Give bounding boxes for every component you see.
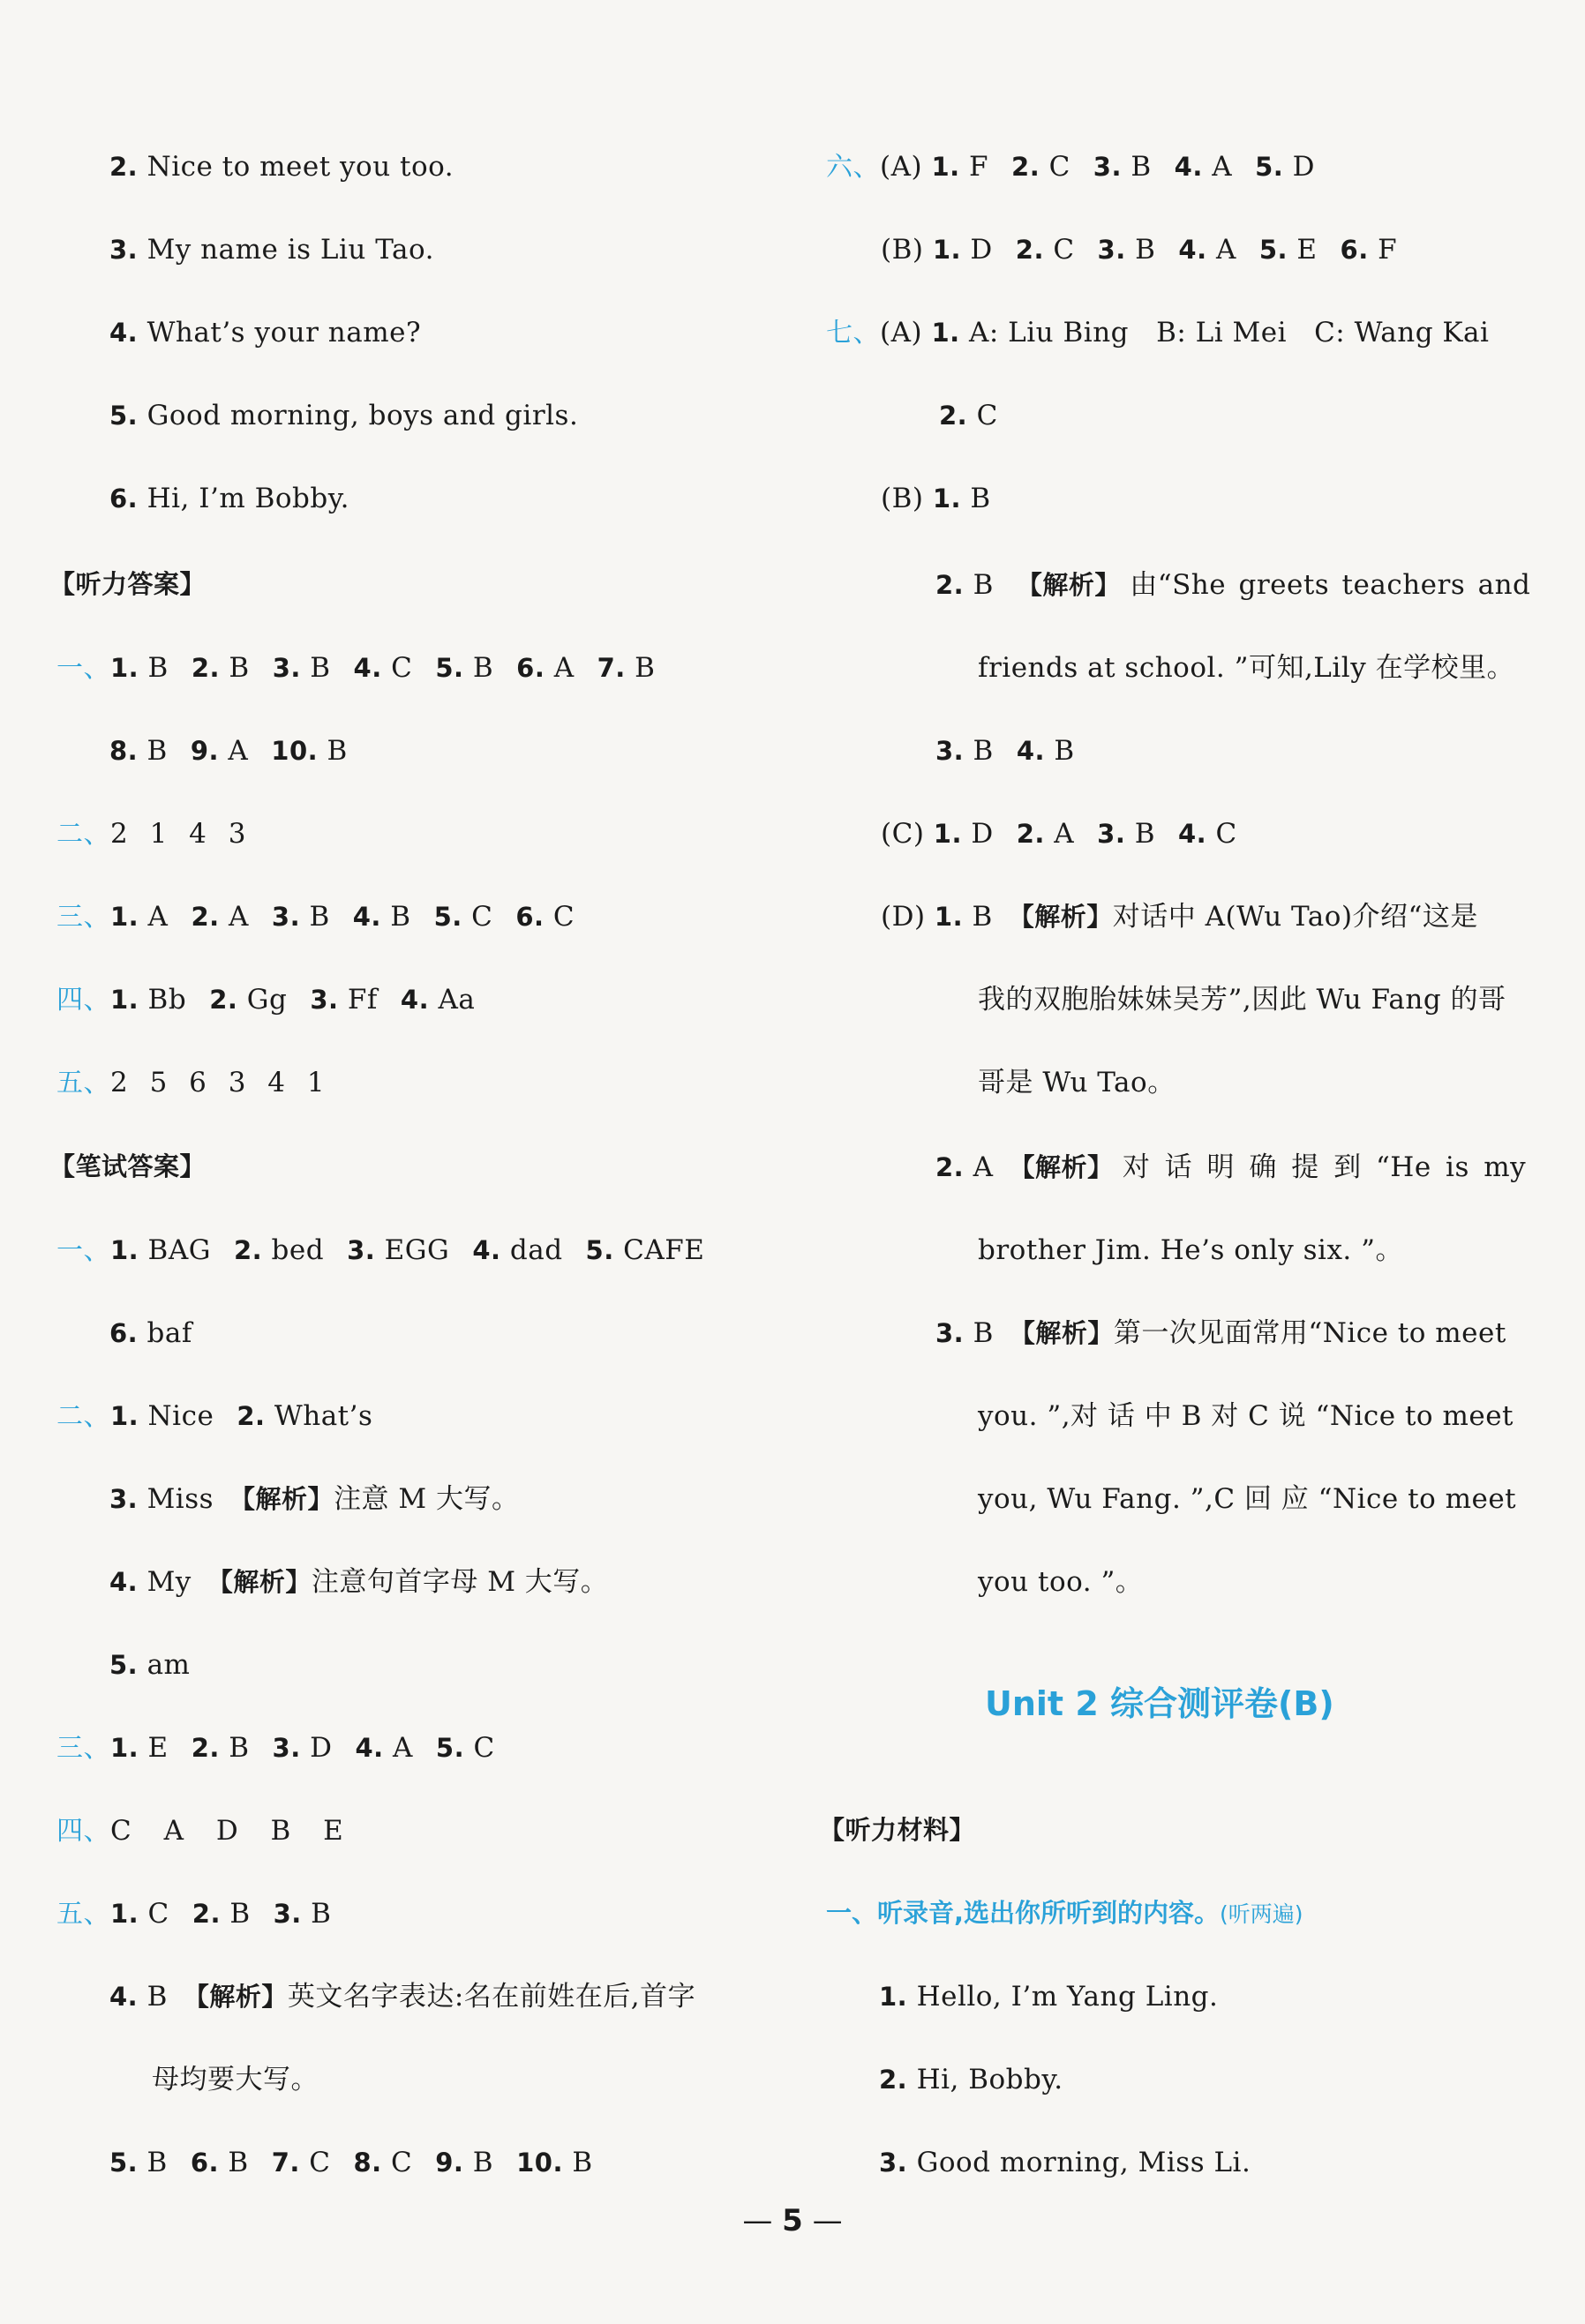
intro-item: 3. My name is Liu Tao. bbox=[109, 234, 434, 266]
answer-value: B bbox=[139, 652, 169, 684]
answer-number: 3. bbox=[1097, 819, 1126, 849]
answer-number: 5. bbox=[585, 1235, 614, 1265]
answer-value: C bbox=[1043, 234, 1075, 266]
listening-s1-row1: 一、1. B 2. B 3. B 4. C 5. B 6. A 7. B bbox=[56, 652, 656, 684]
answer-item bbox=[354, 652, 413, 684]
answer-number: 4. bbox=[1178, 235, 1207, 265]
s7-d-item2: 2. A 【解析】 对 话 明 确 提 到 “He is my bbox=[935, 1151, 1527, 1183]
answer-item bbox=[353, 901, 411, 933]
answer-value: Nice bbox=[139, 1400, 214, 1432]
answer-number: 3. bbox=[273, 1899, 302, 1929]
materials-item: 2. Hi, Bobby. bbox=[879, 2064, 1063, 2095]
answer-item bbox=[192, 1898, 251, 1930]
answer-item bbox=[271, 735, 348, 767]
answer-number: 1. bbox=[931, 152, 960, 182]
answer-number: 4. bbox=[353, 653, 382, 683]
written-s3: 三、1. E 2. B 3. D 4. A 5. C bbox=[56, 1732, 495, 1764]
s7-d-item3-cont: you too. ”。 bbox=[978, 1566, 1144, 1598]
answer-value: A bbox=[139, 901, 169, 933]
answer-value: C bbox=[464, 1732, 495, 1764]
answer-number: 2. bbox=[1016, 819, 1045, 849]
answer-value: dad bbox=[500, 1234, 563, 1266]
answer-value: C bbox=[139, 1898, 169, 1930]
answer-item bbox=[110, 652, 169, 684]
answer-value: A bbox=[219, 735, 249, 767]
answer-item bbox=[109, 1317, 192, 1349]
answer-number: 7. bbox=[597, 653, 626, 683]
answer-item bbox=[1093, 151, 1152, 183]
materials-item: 3. Good morning, Miss Li. bbox=[879, 2147, 1251, 2178]
s6-a-row: 六、(A) 1. F 2. C 3. B 4. A 5. D bbox=[826, 151, 1316, 183]
answer-item bbox=[109, 735, 168, 767]
s7-d-item1: (D) 1. B 【解析】对话中 A(Wu Tao)介绍“这是 bbox=[881, 901, 1478, 933]
answer-number: 1. bbox=[110, 653, 139, 683]
answer-number: 8. bbox=[109, 736, 139, 766]
listening-s3: 三、1. A 2. A 3. B 4. B 5. C 6. C bbox=[56, 901, 575, 933]
s7-b-item1: (B) 1. B bbox=[881, 483, 991, 514]
answer-value: B bbox=[1122, 151, 1152, 183]
s7-d-item3-cont: you, Wu Fang. ”,C 回 应 “Nice to meet bbox=[978, 1483, 1517, 1515]
written-s1-row1: 一、1. BAG 2. bed 3. EGG 4. dad 5. CAFE bbox=[56, 1234, 705, 1266]
answer-value: B bbox=[219, 2147, 249, 2178]
answer-value: B bbox=[220, 1898, 251, 1930]
answer-value: D bbox=[961, 234, 993, 266]
s7-b-item2-cont: friends at school. ”可知,Lily 在学校里。 bbox=[978, 652, 1515, 684]
s7-d-item1-cont: 哥是 Wu Tao。 bbox=[978, 1067, 1176, 1098]
answer-number: 7. bbox=[271, 2148, 300, 2178]
answer-value: B bbox=[138, 735, 168, 767]
answer-item bbox=[933, 234, 993, 266]
answer-item bbox=[1178, 234, 1236, 266]
answer-item bbox=[347, 1234, 449, 1266]
answer-item bbox=[1341, 234, 1398, 266]
written-s1-row2 bbox=[109, 1317, 192, 1349]
answer-value: B bbox=[1125, 234, 1156, 266]
answer-item bbox=[237, 1400, 372, 1432]
answer-number: 3. bbox=[272, 653, 301, 683]
answer-value: C bbox=[381, 652, 413, 684]
listening-s5: 五、2 5 6 3 4 1 bbox=[56, 1067, 326, 1098]
answer-number: 10. bbox=[516, 2148, 563, 2178]
answer-item bbox=[1017, 735, 1075, 767]
answer-item bbox=[436, 1732, 495, 1764]
answer-number: 2. bbox=[191, 653, 221, 683]
answer-item bbox=[1097, 818, 1155, 850]
answer-value: A bbox=[545, 652, 575, 684]
answer-value: E bbox=[1288, 234, 1318, 266]
answer-item bbox=[1178, 818, 1237, 850]
answer-item bbox=[516, 652, 574, 684]
materials-item: 1. Hello, I’m Yang Ling. bbox=[879, 1981, 1219, 2013]
answer-value: bed bbox=[262, 1234, 325, 1266]
answer-item bbox=[355, 1732, 412, 1764]
answer-item bbox=[934, 818, 994, 850]
s7-a-item1: 七、(A) 1. A: Liu Bing B: Li Mei C: Wang Kai bbox=[826, 317, 1490, 349]
s7-a-item2: 2. C bbox=[939, 400, 998, 431]
answer-value: A bbox=[1044, 818, 1075, 850]
answer-item bbox=[1259, 234, 1318, 266]
s7-b-item2: 2. B 【解析】 由“She greets teachers and bbox=[935, 569, 1531, 601]
written-s5-item4-cont: 母均要大写。 bbox=[152, 2064, 319, 2095]
answer-item bbox=[434, 901, 493, 933]
answer-number: 1. bbox=[933, 819, 962, 849]
listening-s4: 四、1. Bb 2. Gg 3. Ff 4. Aa bbox=[56, 984, 476, 1016]
answer-item bbox=[935, 735, 994, 767]
answer-number: 6. bbox=[515, 902, 545, 932]
answer-number: 1. bbox=[110, 1235, 139, 1265]
answer-item bbox=[209, 984, 287, 1016]
written-s2-item3: 3. Miss 【解析】注意 M 大写。 bbox=[109, 1483, 520, 1515]
answer-number: 2. bbox=[1011, 152, 1040, 182]
answer-number: 3. bbox=[1093, 152, 1122, 182]
answer-item bbox=[191, 2147, 249, 2178]
answer-number: 1. bbox=[110, 1733, 139, 1763]
answer-number: 10. bbox=[271, 736, 319, 766]
answer-number: 4. bbox=[1174, 152, 1203, 182]
answer-number: 2. bbox=[1015, 235, 1044, 265]
answer-item bbox=[110, 901, 168, 933]
answer-value: B bbox=[220, 652, 250, 684]
answer-number: 5. bbox=[109, 2148, 139, 2178]
answer-value: C bbox=[381, 2147, 413, 2178]
answer-item bbox=[931, 151, 988, 183]
answer-item bbox=[1011, 151, 1070, 183]
listening-answers-header: 【听力答案】 bbox=[49, 569, 207, 599]
answer-value: B bbox=[964, 735, 994, 767]
s7-c-row: (C) 1. D 2. A 3. B 4. C bbox=[881, 818, 1237, 850]
answer-number: 4. bbox=[1178, 819, 1207, 849]
answer-item bbox=[472, 1234, 562, 1266]
answer-value: EGG bbox=[375, 1234, 450, 1266]
intro-item: 4. What’s your name? bbox=[109, 317, 422, 349]
s7-d-item3-cont: you. ”,对 话 中 B 对 C 说 “Nice to meet bbox=[978, 1400, 1514, 1432]
answer-item bbox=[401, 984, 475, 1016]
answer-item bbox=[597, 652, 656, 684]
answer-number: 1. bbox=[932, 235, 962, 265]
answer-item bbox=[1098, 234, 1156, 266]
answer-value: B bbox=[380, 901, 411, 933]
written-s5-item4: 4. B 【解析】英文名字表达:名在前姓在后,首字 bbox=[109, 1981, 696, 2013]
answer-value: D bbox=[1283, 151, 1316, 183]
s7-d-item2-cont: brother Jim. He’s only six. ”。 bbox=[978, 1234, 1403, 1266]
answer-value: B bbox=[318, 735, 348, 767]
answer-number: 6. bbox=[1340, 235, 1369, 265]
answer-item bbox=[1017, 818, 1074, 850]
answer-item bbox=[435, 2147, 493, 2178]
answer-number: 2. bbox=[209, 985, 238, 1015]
answer-value: Gg bbox=[237, 984, 288, 1016]
written-s2-item5: 5. am bbox=[109, 1649, 191, 1681]
answer-item bbox=[586, 1234, 705, 1266]
answer-number: 6. bbox=[516, 653, 545, 683]
answer-value: D bbox=[300, 1732, 333, 1764]
answer-value: B bbox=[463, 2147, 494, 2178]
answer-value: B bbox=[1125, 818, 1155, 850]
answer-number: 5. bbox=[435, 1733, 465, 1763]
answer-item bbox=[191, 735, 248, 767]
answer-item bbox=[272, 901, 330, 933]
answer-number: 1. bbox=[110, 902, 139, 932]
answer-number: 2. bbox=[237, 1401, 266, 1431]
answer-value: B bbox=[138, 2147, 168, 2178]
answer-value: B bbox=[300, 652, 331, 684]
answer-number: 5. bbox=[1258, 235, 1288, 265]
s6-b-row: (B) 1. D 2. C 3. B 4. A 5. E 6. F bbox=[881, 234, 1398, 266]
answer-item bbox=[273, 1732, 333, 1764]
answer-value: E bbox=[139, 1732, 169, 1764]
answer-value: A bbox=[383, 1732, 413, 1764]
answer-number: 4. bbox=[400, 985, 430, 1015]
page-number: — 5 — bbox=[742, 2203, 843, 2238]
answer-item bbox=[192, 652, 250, 684]
answer-number: 5. bbox=[1255, 152, 1284, 182]
answer-value: B bbox=[463, 652, 494, 684]
answer-number: 4. bbox=[355, 1733, 384, 1763]
answer-value: BAG bbox=[139, 1234, 211, 1266]
answer-number: 2. bbox=[234, 1235, 263, 1265]
written-s4: 四、C A D B E bbox=[56, 1815, 344, 1847]
answer-value: F bbox=[959, 151, 989, 183]
answer-value: B bbox=[1045, 735, 1075, 767]
intro-item: 6. Hi, I’m Bobby. bbox=[109, 483, 349, 514]
answer-number: 3. bbox=[935, 736, 965, 766]
answer-item bbox=[353, 2147, 412, 2178]
intro-item: 5. Good morning, boys and girls. bbox=[109, 400, 579, 431]
answer-number: 2. bbox=[191, 1733, 220, 1763]
answer-item bbox=[516, 2147, 593, 2178]
answer-value: Bb bbox=[139, 984, 187, 1016]
unit-title: Unit 2 综合测评卷(B) bbox=[985, 1684, 1334, 1723]
s7-d-item3: 3. B 【解析】第一次见面常用“Nice to meet bbox=[935, 1317, 1506, 1349]
materials-section-heading: 一、听录音,选出你所听到的内容。(听两遍) bbox=[826, 1898, 1303, 1928]
listening-s2: 二、2 1 4 3 bbox=[56, 818, 246, 850]
answer-item bbox=[1255, 151, 1315, 183]
written-s5-row1: 五、1. C 2. B 3. B bbox=[56, 1898, 332, 1930]
answer-value: B bbox=[625, 652, 656, 684]
answer-number: 4. bbox=[352, 902, 381, 932]
written-s5-row3 bbox=[109, 2149, 593, 2177]
answer-item bbox=[273, 652, 331, 684]
answer-number: 1. bbox=[110, 1401, 139, 1431]
answer-number: 4. bbox=[472, 1235, 501, 1265]
s7-d-item1-cont: 我的双胞胎妹妹吴芳”,因此 Wu Fang 的哥 bbox=[978, 984, 1506, 1016]
answer-item bbox=[274, 1898, 332, 1930]
answer-item bbox=[109, 2147, 168, 2178]
answer-item bbox=[110, 984, 186, 1016]
answer-value: B bbox=[562, 2147, 593, 2178]
answer-number: 3. bbox=[310, 985, 339, 1015]
answer-item bbox=[110, 1898, 169, 1930]
answer-number: 3. bbox=[1097, 235, 1126, 265]
answer-item bbox=[272, 2147, 331, 2178]
answer-item bbox=[234, 1234, 324, 1266]
answer-item bbox=[110, 1732, 169, 1764]
answer-item bbox=[1016, 234, 1075, 266]
answer-value: CAFE bbox=[613, 1234, 705, 1266]
answer-value: C bbox=[299, 2147, 331, 2178]
answer-value: F bbox=[1368, 234, 1398, 266]
answer-value: D bbox=[961, 818, 994, 850]
answer-value: B bbox=[301, 1898, 332, 1930]
written-s2-row1: 二、1. Nice 2. What’s bbox=[56, 1400, 373, 1432]
answer-value: A bbox=[1202, 151, 1233, 183]
answer-item bbox=[1175, 151, 1232, 183]
answer-number: 3. bbox=[271, 902, 301, 932]
answer-item bbox=[435, 652, 493, 684]
answer-number: 9. bbox=[435, 2148, 464, 2178]
answer-number: 6. bbox=[109, 1318, 139, 1348]
answer-number: 4. bbox=[1016, 736, 1046, 766]
answer-value: C bbox=[544, 901, 575, 933]
answer-value: Ff bbox=[338, 984, 378, 1016]
answer-number: 6. bbox=[190, 2148, 220, 2178]
answer-value: C bbox=[462, 901, 493, 933]
answer-value: Aa bbox=[429, 984, 476, 1016]
answer-number: 1. bbox=[110, 985, 139, 1015]
answer-number: 3. bbox=[272, 1733, 301, 1763]
answer-item bbox=[310, 984, 378, 1016]
answer-value: C bbox=[1206, 818, 1237, 850]
answer-number: 2. bbox=[191, 902, 220, 932]
answer-value: B bbox=[219, 1732, 250, 1764]
written-answers-header: 【笔试答案】 bbox=[49, 1151, 207, 1181]
answer-number: 8. bbox=[353, 2148, 382, 2178]
written-s2-item4: 4. My 【解析】注意句首字母 M 大写。 bbox=[109, 1566, 609, 1598]
answer-number: 5. bbox=[435, 653, 464, 683]
answer-number: 5. bbox=[433, 902, 462, 932]
answer-item bbox=[110, 1234, 211, 1266]
answer-number: 1. bbox=[110, 1899, 139, 1929]
answer-item bbox=[192, 1732, 250, 1764]
answer-value: C bbox=[1040, 151, 1070, 183]
listening-materials-header: 【听力材料】 bbox=[819, 1815, 976, 1845]
answer-number: 2. bbox=[192, 1899, 221, 1929]
answer-number: 3. bbox=[347, 1235, 376, 1265]
answer-number: 9. bbox=[190, 736, 220, 766]
answer-item bbox=[515, 901, 575, 933]
answer-item bbox=[110, 1400, 214, 1432]
intro-item: 2. Nice to meet you too. bbox=[109, 151, 454, 183]
answer-value: A bbox=[1206, 234, 1236, 266]
answer-value: A bbox=[219, 901, 249, 933]
listening-s1-row2 bbox=[109, 735, 348, 767]
s7-b-row3 bbox=[935, 735, 1075, 767]
answer-value: What’s bbox=[265, 1400, 373, 1432]
answer-item bbox=[191, 901, 248, 933]
answer-value: baf bbox=[138, 1317, 192, 1349]
answer-value: B bbox=[300, 901, 330, 933]
